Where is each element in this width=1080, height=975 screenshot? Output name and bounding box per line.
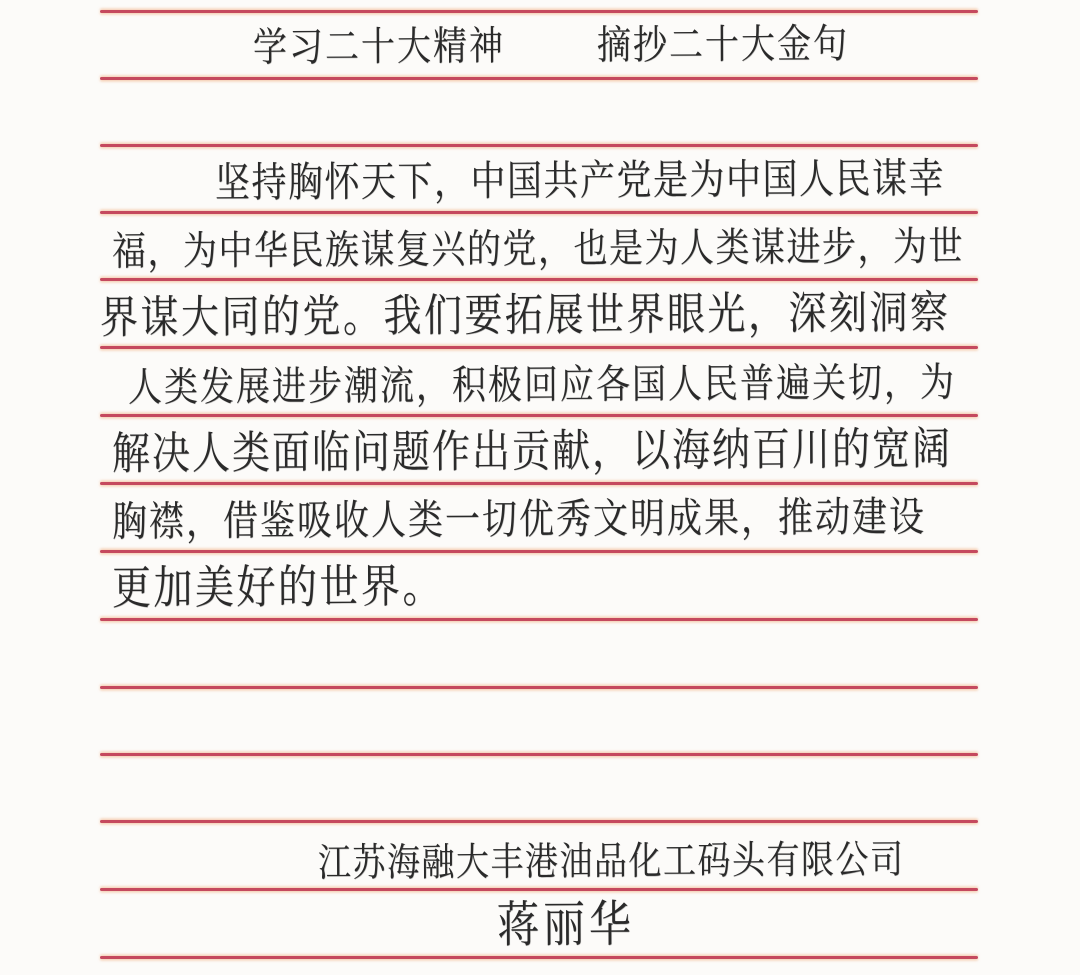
rule-line xyxy=(100,618,978,621)
handwriting-line-4: 人类发展进步潮流，积极回应各国人民普遍关切，为 xyxy=(127,359,957,412)
handwriting-line-7: 更加美好的世界。 xyxy=(111,560,445,616)
rule-line xyxy=(100,414,978,417)
rule-line xyxy=(100,820,978,823)
rule-line xyxy=(100,550,978,553)
company-name: 江苏海融大丰港油品化工码头有限公司 xyxy=(317,835,905,886)
rule-line xyxy=(100,888,978,891)
handwriting-line-3: 界谋大同的党。我们要拓展世界眼光，深刻洞察 xyxy=(99,286,951,344)
title-right: 摘抄二十大金句 xyxy=(596,20,850,70)
rule-line xyxy=(100,346,978,349)
rule-line xyxy=(100,686,978,689)
rule-line xyxy=(100,77,978,80)
handwriting-line-6: 胸襟，借鉴吸收人类一切优秀文明成果，推动建设 xyxy=(111,494,927,547)
rule-line xyxy=(100,144,978,147)
title-left: 学习二十大精神 xyxy=(252,22,506,72)
handwriting-line-2: 福，为中华民族谋复兴的党，也是为人类谋进步，为世 xyxy=(111,223,965,276)
handwriting-line-1: 坚持胸怀天下，中国共产党是为中国人民谋幸 xyxy=(214,155,946,208)
rule-line xyxy=(100,278,978,281)
author-name: 蒋丽华 xyxy=(496,894,636,954)
rule-line xyxy=(100,753,978,756)
rule-line xyxy=(100,482,978,485)
rule-line xyxy=(100,956,978,959)
handwriting-line-5: 解决人类面临问题作出贡献，以海纳百川的宽阔 xyxy=(111,422,953,480)
rule-line xyxy=(100,211,978,214)
rule-line xyxy=(100,10,978,13)
page-title xyxy=(252,20,850,72)
